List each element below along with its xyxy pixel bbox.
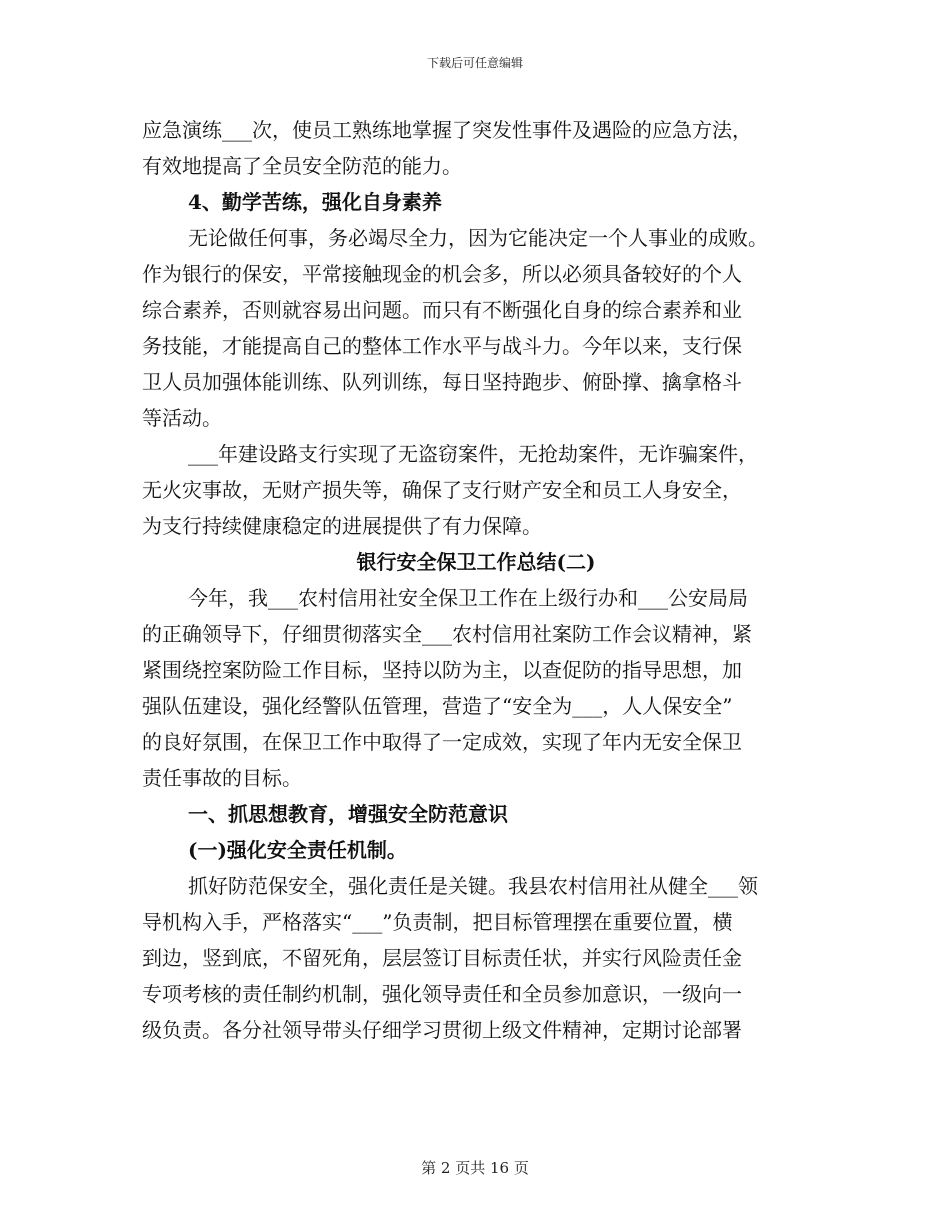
body-line: 级负责。各分社领导带头仔细学习贯彻上级文件精神，定期讨论部署 bbox=[142, 1018, 742, 1042]
body-line: 的良好氛围，在保卫工作中取得了一定成效，实现了年内无安全保卫 bbox=[142, 730, 742, 754]
body-line: 专项考核的责任制约机制，强化领导责任和全员参加意识，一级向一 bbox=[142, 982, 742, 1006]
body-line: 今年，我___农村信用社安全保卫工作在上级行办和___公安局局 bbox=[188, 586, 748, 610]
body-line: 综合素养，否则就容易出问题。而只有不断强化自身的综合素养和业 bbox=[142, 298, 742, 322]
document-body bbox=[142, 112, 810, 1048]
body-line: 的正确领导下，仔细贯彻落实全___农村信用社案防工作会议精神，紧 bbox=[142, 622, 752, 646]
body-line: 强队伍建设，强化经警队伍管理，营造了“安全为___，人人保安全” bbox=[142, 694, 733, 718]
body-line: 有效地提高了全员安全防范的能力。 bbox=[142, 154, 462, 178]
body-line: 紧围绕控案防险工作目标，坚持以防为主，以查促防的指导思想，加 bbox=[142, 658, 742, 682]
page-header: 下载后可任意编辑 bbox=[426, 56, 523, 70]
body-line: 作为银行的保安，平常接触现金的机会多，所以必须具备较好的个人 bbox=[142, 262, 742, 286]
section-heading: 一、抓思想教育，增强安全防范意识 bbox=[188, 802, 508, 826]
section-heading: 4、勤学苦练，强化自身素养 bbox=[188, 190, 442, 214]
page-footer: 第 2 页共 16 页 bbox=[421, 1159, 529, 1177]
body-line: 抓好防范保安全，强化责任是关键。我县农村信用社从健全___领 bbox=[188, 874, 758, 898]
body-line: 到边，竖到底，不留死角，层层签订目标责任状，并实行风险责任金 bbox=[142, 946, 742, 970]
body-line: 务技能，才能提高自己的整体工作水平与战斗力。今年以来，支行保 bbox=[142, 334, 742, 358]
body-line: 应急演练___次，使员工熟练地掌握了突发性事件及遇险的应急方法， bbox=[142, 118, 752, 142]
body-line: 为支行持续健康稳定的进展提供了有力保障。 bbox=[142, 514, 542, 538]
document-title: 银行安全保卫工作总结(二) bbox=[356, 550, 596, 574]
body-line: 责任事故的目标。 bbox=[142, 766, 302, 790]
body-line: 导机构入手，严格落实“___”负责制，把目标管理摆在重要位置，横 bbox=[142, 910, 733, 934]
body-line: ___年建设路支行实现了无盗窃案件，无抢劫案件，无诈骗案件， bbox=[188, 442, 758, 466]
body-line: 无论做任何事，务必竭尽全力，因为它能决定一个人事业的成败。 bbox=[188, 226, 768, 250]
body-line: 卫人员加强体能训练、队列训练，每日坚持跑步、俯卧撑、擒拿格斗 bbox=[142, 370, 742, 394]
subsection-heading: (一)强化安全责任机制。 bbox=[188, 838, 407, 862]
body-line: 无火灾事故，无财产损失等，确保了支行财产安全和员工人身安全， bbox=[142, 478, 742, 502]
body-line: 等活动。 bbox=[142, 406, 222, 430]
